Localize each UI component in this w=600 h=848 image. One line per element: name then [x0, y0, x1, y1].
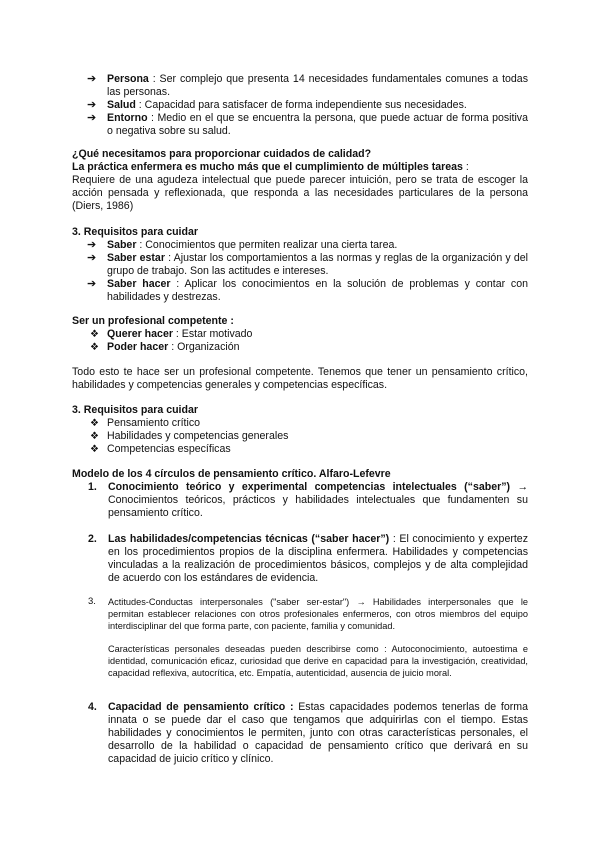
modelo-item-3-extra: Características personales deseadas pueden describirse como : Autoconocimiento, autoestima e identidad, comunicación eficaz, curiosidad que derive en capacidad para la investigación, creatividad, capacidad reflexiva, autocrítica, etc. Empatía, autenticidad, ausencia de juicio moral. [108, 644, 528, 678]
req-saber: ➔ Saber : Conocimientos que permiten realizar una cierta tarea. [87, 239, 398, 251]
diamond-bullet-icon: ❖ [90, 329, 99, 340]
arrow-icon: ➔ [87, 73, 97, 85]
arrow-icon: ➔ [87, 112, 97, 124]
arrow-icon: ➔ [87, 239, 97, 251]
req2-habilidades: ❖ Habilidades y competencias generales [90, 430, 289, 442]
bullet-persona: ➔ Persona : Ser complejo que presenta 14 necesidades fundamentales comunes a todas las personas. [87, 73, 528, 98]
bullet-salud: ➔ Salud : Capacidad para satisfacer de forma independiente sus necesidades. [87, 99, 467, 111]
req2-competencias: ❖ Competencias específicas [90, 443, 231, 455]
req2-pensamiento: ❖ Pensamiento crítico [90, 417, 201, 429]
calidad-paragraph: Requiere de una agudeza intelectual que puede parecer intuición, pero se trata de escoger la acción pensada y reflexionada, que responda a las necesidades particulares de la persona (Diers, 1986) [72, 174, 528, 212]
calidad-question: ¿Qué necesitamos para proporcionar cuidados de calidad? [72, 148, 372, 160]
req-saber-hacer: ➔ Saber hacer : Aplicar los conocimientos en la solución de problemas y contar con habilidades y destrezas. [87, 278, 529, 303]
requisitos-heading-1: 3. Requisitos para cuidar [72, 226, 198, 238]
modelo-heading: Modelo de los 4 círculos de pensamiento crítico. Alfaro-Lefevre [72, 468, 391, 480]
calidad-section [72, 148, 528, 213]
diamond-bullet-icon: ❖ [90, 431, 99, 442]
diamond-bullet-icon: ❖ [90, 444, 99, 455]
modelo-item-2: 2. Las habilidades/competencias técnicas (“saber hacer”) : El conocimiento y expertez en los procedimientos propios de la disciplina enfermera. Habilidades y competencias vinculadas a la realización de procedimientos básicos, complejos y de alta complejidad de acuerdo con los estándares de evidencia. [88, 533, 528, 584]
prof-querer-hacer: ❖ Querer hacer : Estar motivado [90, 328, 253, 340]
profesional-heading: Ser un profesional competente : [72, 315, 234, 327]
modelo-item-4: 4. Capacidad de pensamiento crítico : Estas capacidades podemos tenerlas de forma innata o se puede dar el caso que tengamos que adquirirlas con el tiempo. Estas habilidades y conocimientos le permiten, junto con otras características personales, el desarrollo de la habilidad o capacidad de pensamiento crítico que derivará en su capacidad de juicio crítico y clínico. [88, 701, 528, 765]
req-saber-estar: ➔ Saber estar : Ajustar los comportamientos a las normas y reglas de la organización y del grupo de trabajo. Son las actitudes e intereses. [87, 252, 528, 277]
arrow-icon: ➔ [87, 252, 97, 264]
requisitos-heading-2: 3. Requisitos para cuidar [72, 404, 198, 416]
modelo-item-1: 1. Conocimiento teórico y experimental competencias intelectuales (“saber”) → Conocimientos teóricos, prácticos y habilidades intelectuales que fundamenten su pensamiento crítico. [88, 481, 528, 519]
modelo-item-3: 3. Actitudes-Conductas interpersonales ("saber ser-estar") → Habilidades interpersonales que le permitan establecer relaciones con otros profesionales enfermeros, con otros miembros del equipo interdisciplinar del que forma parte, con paciente, familia y comunidad. [88, 596, 528, 631]
calidad-answer: La práctica enfermera es mucho más que el cumplimiento de múltiples tareas : [72, 161, 469, 173]
prof-poder-hacer: ❖ Poder hacer : Organización [90, 341, 240, 353]
diamond-bullet-icon: ❖ [90, 418, 99, 429]
arrow-icon: ➔ [87, 278, 97, 290]
bullet-entorno: ➔ Entorno : Medio en el que se encuentra la persona, que puede actuar de forma positiva o negativa sobre su salud. [87, 112, 528, 137]
diamond-bullet-icon: ❖ [90, 342, 99, 353]
profesional-paragraph: Todo esto te hace ser un profesional competente. Tenemos que tener un pensamiento crítico, habilidades y competencias generales y competencias específicas. [72, 366, 528, 391]
arrow-icon: ➔ [87, 99, 97, 111]
